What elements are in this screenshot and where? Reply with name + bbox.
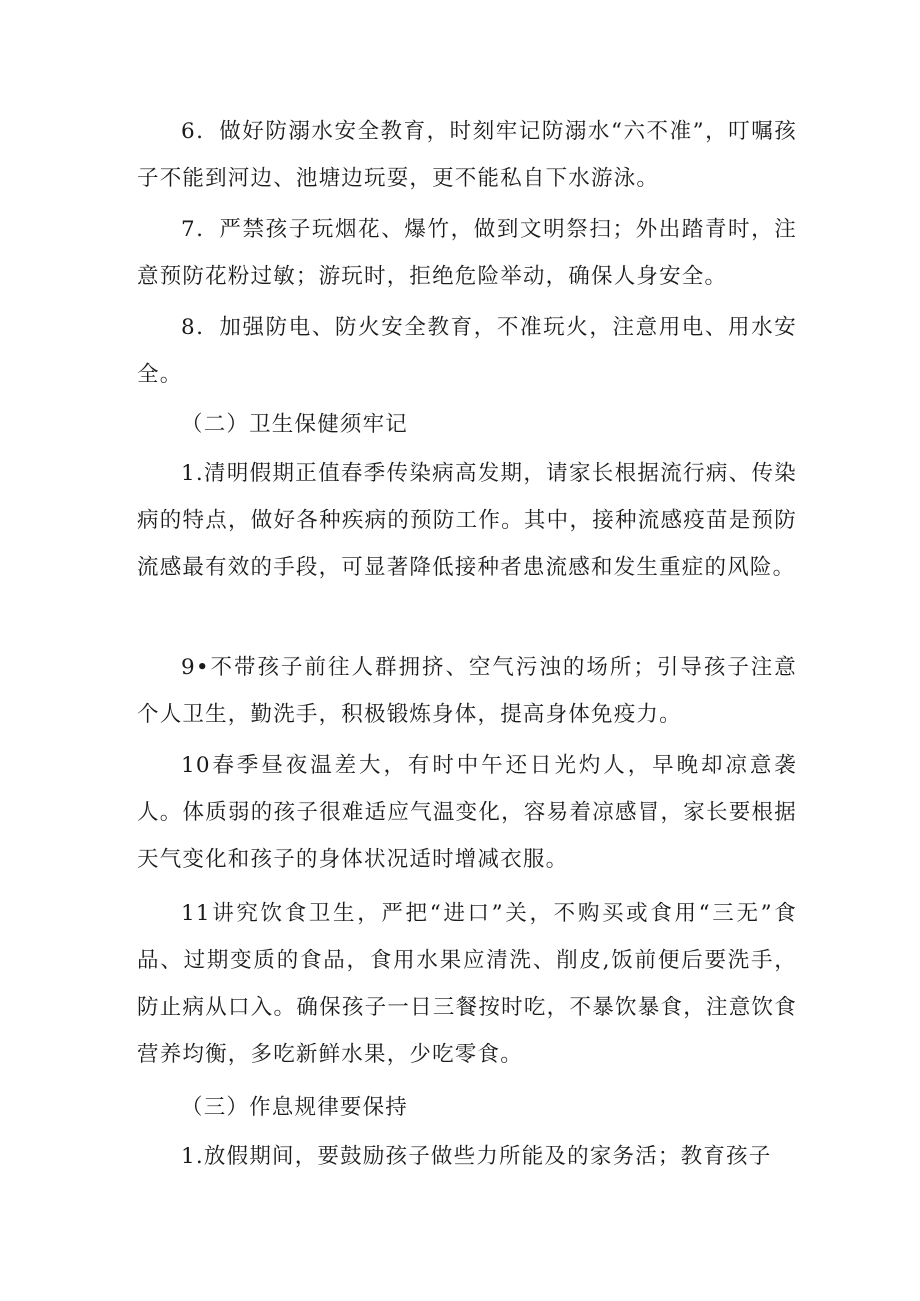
section-heading-routine: （三）作息规律要保持: [181, 1095, 409, 1120]
paragraph-item-11: 11讲究饮食卫生，严把“进口”关，不购买或食用“三无”食品、过期变质的食品，食用水果应清洗、削皮,饭前便后要洗手，防止病从口入。确保孩子一日三餐按时吃，不暴饮暴食，注意饮食营养均衡，多吃新鲜水果，少吃零食。: [137, 901, 797, 1067]
paragraph-item-6: 6．做好防溺水安全教育，时刻牢记防溺水“六不准”，叮嘱孩子不能到河边、池塘边玩耍，更不能私自下水游泳。: [137, 119, 797, 191]
section-heading-hygiene: （二）卫生保健须牢记: [181, 412, 409, 437]
paragraph-item-1-routine: 1.放假期间，要鼓励孩子做些力所能及的家务活；教育孩子: [181, 1144, 772, 1169]
paragraph-item-1-hygiene: 1.清明假期正值春季传染病高发期，请家长根据流行病、传染病的特点，做好各种疾病的预防工作。其中，接种流感疫苗是预防流感最有效的手段，可显著降低接种者患流感和发生重症的风险。: [137, 461, 797, 580]
paragraph-item-10: 10春季昼夜温差大，有时中午还日光灼人，早晚却凉意袭人。体质弱的孩子很难适应气温变化，容易着凉感冒，家长要根据天气变化和孩子的身体状况适时增减衣服。: [137, 753, 797, 872]
paragraph-item-7: 7．严禁孩子玩烟花、爆竹，做到文明祭扫；外出踏青时，注意预防花粉过敏；游玩时，拒绝危险举动，确保人身安全。: [137, 217, 797, 289]
paragraph-item-8: 8．加强防电、防火安全教育，不准玩火，注意用电、用水安全。: [137, 315, 797, 387]
paragraph-item-9: 9•不带孩子前往人群拥挤、空气污浊的场所；引导孩子注意个人卫生，勤洗手，积极锻炼身体，提高身体免疫力。: [137, 655, 797, 727]
